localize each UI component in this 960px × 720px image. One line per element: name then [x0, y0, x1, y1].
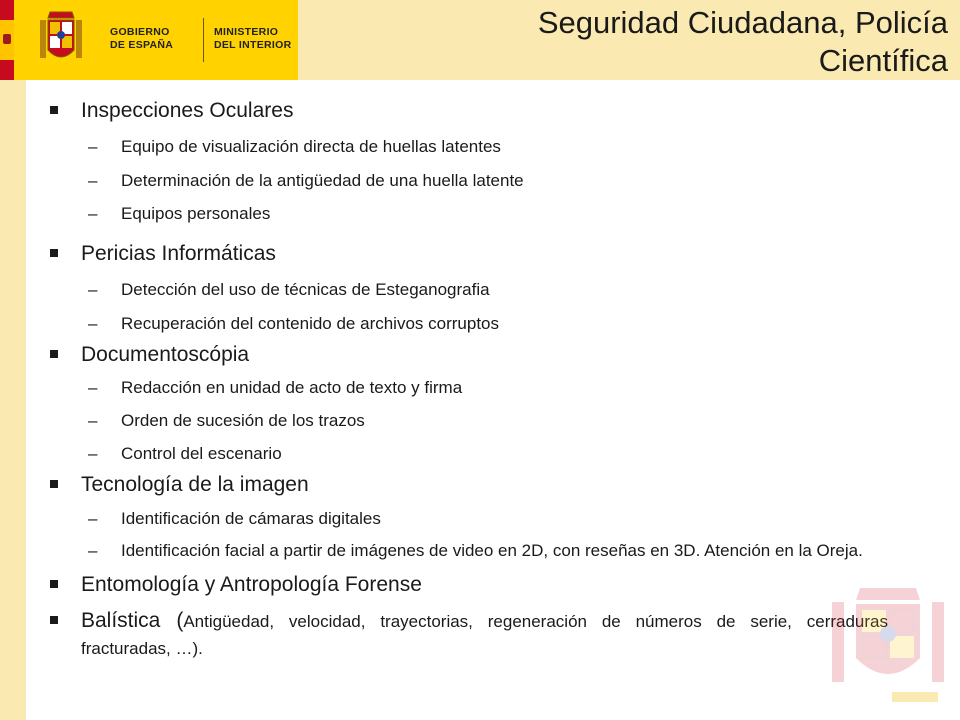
title-line-1: Seguridad Ciudadana, Policía — [537, 5, 948, 40]
section-entomologia — [48, 572, 898, 598]
square-bullet-icon — [50, 106, 58, 114]
section-heading — [48, 608, 888, 662]
section-title: Documentoscópia — [81, 343, 250, 366]
list-item: – Equipos personales — [88, 204, 271, 223]
slide-title — [348, 4, 948, 80]
list-item: – Determinación de la antigüedad de una huella latente — [88, 171, 524, 190]
footer-accent — [892, 692, 938, 702]
gov-line-2: DE ESPAÑA — [110, 39, 174, 51]
square-bullet-icon — [50, 480, 58, 488]
item-text: Equipo de visualización directa de huellas latentes — [121, 137, 501, 156]
list-item: – Detección del uso de técnicas de Esteganografia — [88, 280, 490, 299]
item-text: Recuperación del contenido de archivos corruptos — [121, 314, 500, 333]
ministry-logo — [14, 0, 298, 80]
item-text: Redacción en unidad de acto de texto y firma — [121, 378, 463, 397]
list-item: – Orden de sucesión de los trazos — [88, 411, 365, 430]
list-item: – Recuperación del contenido de archivos corruptos — [88, 314, 500, 333]
list-item: – Identificación facial a partir de imágenes de video en 2D, con reseñas en 3D. Atención en la Oreja. — [88, 541, 863, 560]
section-heading — [48, 241, 898, 267]
list-item: – Equipo de visualización directa de huellas latentes — [88, 137, 501, 156]
list-item: – Redacción en unidad de acto de texto y firma — [88, 378, 463, 397]
section-detail: Antigüedad, velocidad, trayectorias, regeneración de números de serie, cerraduras fracturadas, …). — [81, 612, 889, 658]
section-tecnologia — [48, 472, 898, 561]
title-line-2: Científica — [818, 43, 948, 78]
square-bullet-icon — [50, 616, 58, 624]
item-text: Detección del uso de técnicas de Esteganografia — [121, 280, 490, 299]
item-text: Equipos personales — [121, 204, 271, 223]
section-heading — [48, 342, 898, 368]
section-title: Balística ( — [81, 609, 184, 632]
section-title: Pericias Informáticas — [81, 242, 276, 265]
section-title: Entomología y Antropología Forense — [81, 573, 422, 596]
coat-of-arms-watermark — [826, 582, 950, 694]
square-bullet-icon — [50, 580, 58, 588]
section-heading — [48, 572, 898, 598]
gov-line-1: GOBIERNO — [110, 26, 170, 38]
list-item: – Control del escenario — [88, 444, 282, 463]
slide-content — [48, 98, 898, 662]
logo-divider — [203, 18, 204, 62]
section-title: Inspecciones Oculares — [81, 99, 294, 122]
ministry-line-2: DEL INTERIOR — [214, 39, 292, 51]
flag-icon — [0, 0, 14, 80]
section-title: Tecnología de la imagen — [81, 473, 309, 496]
ministry-label — [214, 26, 306, 52]
item-text: Determinación de la antigüedad de una huella latente — [121, 171, 524, 190]
left-stripe — [0, 80, 26, 720]
section-inspecciones — [48, 98, 898, 224]
square-bullet-icon — [50, 249, 58, 257]
section-documentoscopia — [48, 342, 898, 464]
item-text: Control del escenario — [121, 444, 282, 463]
item-text: Identificación facial a partir de imágenes de video en 2D, con reseñas en 3D. Atención en la Oreja. — [121, 541, 863, 560]
item-text: Identificación de cámaras digitales — [121, 509, 381, 528]
section-balistica — [48, 608, 898, 662]
government-label — [110, 26, 190, 52]
ministry-line-1: MINISTERIO — [214, 26, 279, 38]
square-bullet-icon — [50, 350, 58, 358]
item-text: Orden de sucesión de los trazos — [121, 411, 365, 430]
section-heading — [48, 98, 898, 124]
list-item: – Identificación de cámaras digitales — [88, 509, 381, 528]
section-pericias — [48, 241, 898, 334]
section-heading — [48, 472, 898, 498]
coat-of-arms-icon — [36, 6, 86, 72]
